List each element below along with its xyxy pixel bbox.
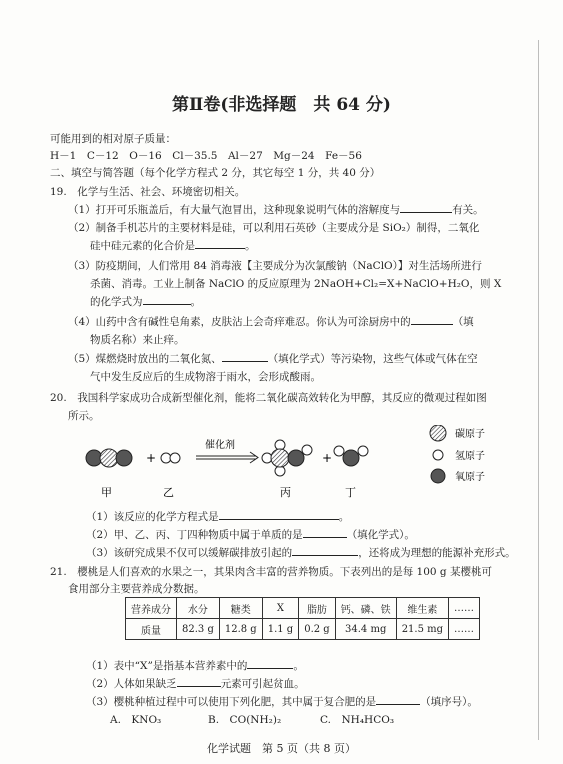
legend-carbon: 碳原子	[455, 429, 485, 440]
table-cell: X	[262, 598, 298, 619]
q19-part4-line1: （4）山药中含有碱性皂角素，皮肤沾上会奇痒难忍。你认为可涂厨房中的 （填	[68, 316, 474, 328]
table-cell: 0.2 g	[299, 619, 335, 640]
answer-blank	[177, 686, 221, 687]
table-header-row	[126, 598, 480, 619]
q19-part4-line2: 物质名称）来止痒。	[90, 334, 185, 346]
atomic-mass-list: H－1 C－12 O－16 Cl－35.5 Al－27 Mg－24 Fe－56	[50, 150, 362, 162]
methanol-molecule	[262, 440, 312, 476]
q21-option-b: B. CO(NH₂)₂	[208, 714, 282, 726]
label-bing: 丙	[280, 486, 291, 499]
table-cell: 质量	[126, 619, 177, 640]
q20-stem-line2: 所示。	[68, 410, 100, 422]
legend-hydrogen: 氢原子	[455, 451, 485, 462]
q20-stem-line1: 20. 我国科学家成功合成新型催化剂，能将二氧化碳高效转化为甲醇，其反应的微观过程如图	[50, 392, 487, 404]
answer-blank	[247, 668, 293, 669]
q19-part3-line3: 的化学式为 。	[90, 296, 201, 308]
answer-blank	[143, 304, 191, 305]
answer-blank	[222, 361, 268, 362]
label-yi: 乙	[163, 486, 174, 499]
atomic-mass-heading: 可能用到的相对原子质量：	[50, 133, 176, 145]
binding-margin-line	[538, 40, 539, 740]
table-cell: 1.1 g	[262, 619, 298, 640]
table-cell: 水分	[177, 598, 220, 619]
label-jia: 甲	[101, 486, 112, 499]
table-cell: 糖类	[219, 598, 262, 619]
table-cell: ……	[449, 598, 480, 619]
table-cell: 营养成分	[126, 598, 177, 619]
atom-legend	[430, 425, 485, 483]
table-cell: 维生素	[396, 598, 448, 619]
q21-part1: （1）表中“X”是指基本营养素中的 。	[86, 660, 304, 672]
q19-part3-line2: 杀菌、消毒。工业上制备 NaClO 的反应原理为 2NaOH+Cl₂=X+NaClO+H₂O，则 X	[90, 278, 502, 290]
answer-blank	[376, 704, 420, 705]
plus-sign: +	[146, 451, 157, 465]
q21-stem-line1: 21. 樱桃是人们喜欢的水果之一，其果肉含丰富的营养物质。下表列出的是每 100 g 某樱桃可	[50, 566, 492, 578]
water-molecule	[334, 446, 368, 466]
table-cell: 脂肪	[299, 598, 335, 619]
answer-blank	[411, 324, 453, 325]
table-cell: 21.5 mg	[396, 619, 448, 640]
table-cell: 钙、磷、铁	[335, 598, 396, 619]
section-title: 第Ⅱ卷(非选择题 共 64 分)	[172, 95, 391, 115]
answer-blank	[219, 519, 339, 520]
h2-molecule	[161, 453, 180, 463]
nutrition-table	[125, 597, 480, 640]
page-footer: 化学试题 第 5 页（共 8 页）	[207, 742, 356, 755]
q19-part3-line1: （3）防疫期间，人们常用 84 消毒液【主要成分为次氯酸钠（NaClO）】对生活场所进行	[68, 260, 482, 272]
co2-molecule	[86, 449, 132, 467]
table-cell: 12.8 g	[219, 619, 262, 640]
q21-stem-line2: 食用部分主要营养成分数据。	[68, 583, 205, 595]
plus-sign: +	[322, 451, 333, 465]
q21-part3: （3）樱桃种植过程中可以使用下列化肥，其中属于复合肥的是 （填序号）。	[86, 696, 478, 708]
reaction-arrow	[196, 452, 258, 463]
label-ding: 丁	[345, 486, 356, 499]
answer-blank	[303, 537, 347, 538]
answer-blank	[292, 555, 358, 556]
q20-part1: （1）该反应的化学方程式是 。	[86, 511, 350, 523]
q20-part3: （3）该研究成果不仅可以缓解碳排放引起的 ，还将成为理想的能源补充形式。	[86, 547, 516, 559]
section2-heading: 二、填空与简答题（每个化学方程式 2 分，其它每空 1 分，共 40 分）	[50, 167, 381, 179]
q21-part2: （2）人体如果缺乏 元素可引起贫血。	[86, 678, 305, 690]
q20-part2: （2）甲、乙、丙、丁四种物质中属于单质的是 （填化学式）。	[86, 529, 415, 541]
q21-option-a: A. KNO₃	[110, 714, 162, 726]
table-cell: 34.4 mg	[335, 619, 396, 640]
table-cell: ……	[449, 619, 480, 640]
q21-option-c: C. NH₄HCO₃	[320, 714, 395, 726]
q19-part2-line1: （2）制备手机芯片的主要材料是硅，可以利用石英砂（主要成分是 SiO₂）制得，二氧化	[68, 222, 480, 234]
table-row	[126, 619, 480, 640]
q19-part5-line1: （5）煤燃烧时放出的二氧化氮、 （填化学式）等污染物，这些气体或气体在空	[68, 353, 478, 365]
q19-part2-line2: 硅中硅元素的化合价是 。	[90, 240, 256, 252]
catalyst-label: 催化剂	[205, 440, 235, 451]
q19-part5-line2: 气中发生反应后的生成物溶于雨水，会形成酸雨。	[90, 371, 321, 383]
q19-part1: （1）打开可乐瓶盖后，有大量气泡冒出，这种现象说明气体的溶解度与 有关。	[68, 204, 484, 216]
q19-stem: 19. 化学与生活、社会、环境密切相关。	[50, 186, 246, 198]
answer-blank	[400, 212, 452, 213]
answer-blank	[195, 248, 245, 249]
reaction-diagram	[0, 425, 563, 505]
legend-oxygen: 氧原子	[455, 472, 485, 483]
table-cell: 82.3 g	[177, 619, 220, 640]
